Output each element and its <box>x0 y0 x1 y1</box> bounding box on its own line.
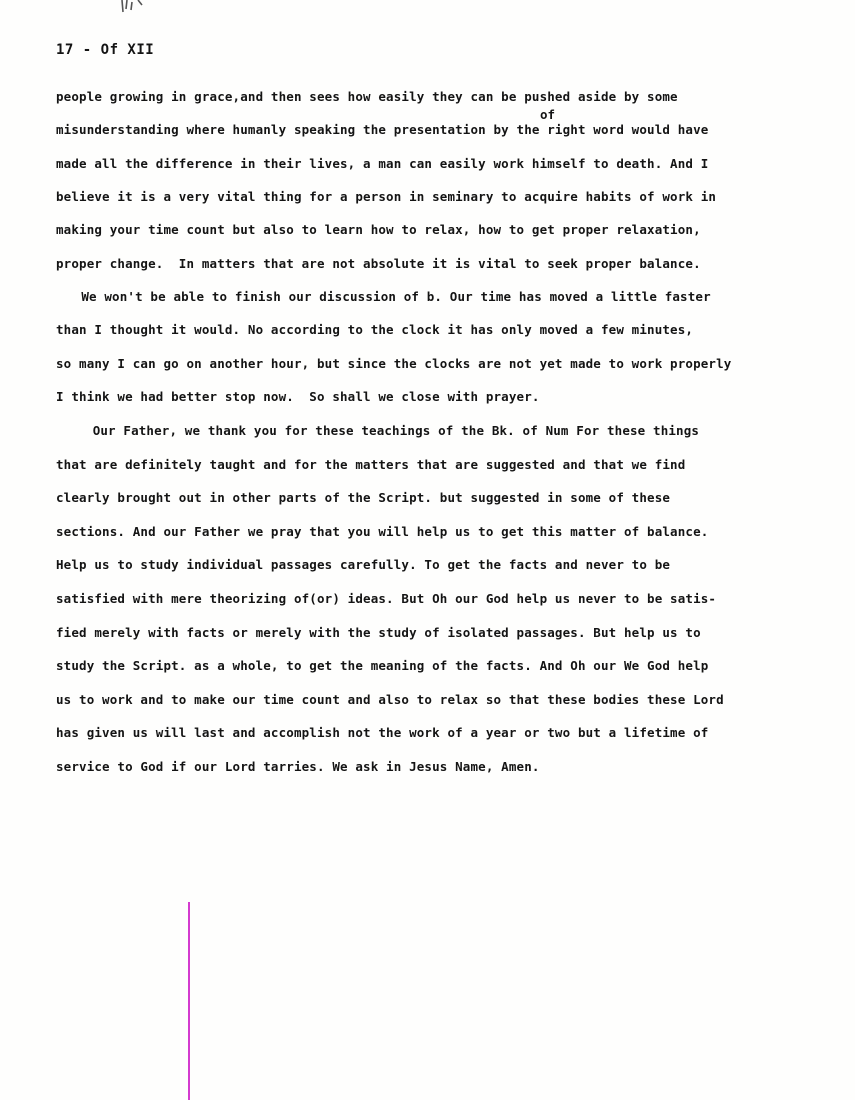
text-line: us to work and to make our time count and also to relax so that these bodies these Lord <box>56 692 724 707</box>
text-line: fied merely with facts or merely with the study of isolated passages. But help us to <box>56 625 701 640</box>
text-line: that are definitely taught and for the matters that are suggested and that we find <box>56 457 686 472</box>
page-header: 17 - Of XII <box>56 42 155 58</box>
text-line: proper change. In matters that are not absolute it is vital to seek proper balance. <box>56 256 701 271</box>
text-line: believe it is a very vital thing for a person in seminary to acquire habits of work in <box>56 189 717 204</box>
text-line: made all the difference in their lives, a man can easily work himself to death. And I <box>56 156 709 171</box>
margin-line <box>188 902 190 1100</box>
text-line: has given us will last and accomplish not the work of a year or two but a lifetime of <box>56 725 709 740</box>
ink-mark <box>118 0 158 22</box>
text-line: satisfied with mere theorizing of(or) ideas. But Oh our God help us never to be satis- <box>56 591 717 606</box>
text-line: I think we had better stop now. So shall we close with prayer. <box>56 389 540 404</box>
text-line: sections. And our Father we pray that you will help us to get this matter of balance. <box>56 524 709 539</box>
handwritten-correction: of <box>540 107 556 122</box>
text-line: Our Father, we thank you for these teachings of the Bk. of Num For these things <box>62 423 700 438</box>
text-line: clearly brought out in other parts of the Script. but suggested in some of these <box>56 490 671 505</box>
text-line: Help us to study individual passages carefully. To get the facts and never to be <box>56 557 671 572</box>
text-line: making your time count but also to learn how to relax, how to get proper relaxation, <box>56 222 701 237</box>
text-line: study the Script. as a whole, to get the meaning of the facts. And Oh our We God help <box>56 658 709 673</box>
text-line: so many I can go on another hour, but since the clocks are not yet made to work properly <box>56 356 732 371</box>
text-line: people growing in grace,and then sees how easily they can be pushed aside by some <box>56 89 678 104</box>
text-line: than I thought it would. No according to the clock it has only moved a few minutes, <box>56 322 694 337</box>
text-line: misunderstanding where humanly speaking the presentation by the right word would have <box>56 122 709 137</box>
text-line: service to God if our Lord tarries. We ask in Jesus Name, Amen. <box>56 759 540 774</box>
text-line: We won't be able to finish our discussion of b. Our time has moved a little faster <box>66 289 711 304</box>
